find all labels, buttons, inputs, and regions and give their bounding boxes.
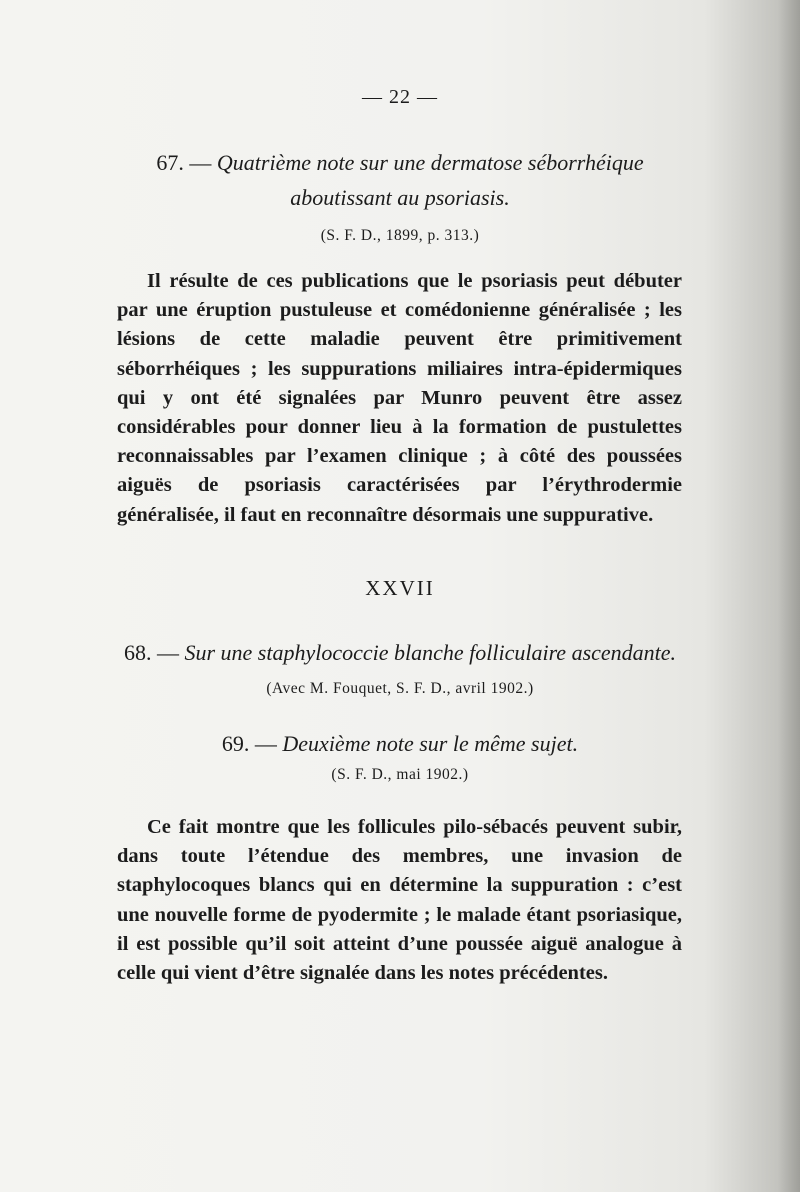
entry-68-dash: — — [156, 640, 179, 665]
entry-67-source: (S. F. D., 1899, p. 313.) — [320, 227, 480, 244]
entry-67-number: 67. — [156, 150, 184, 175]
entry-68-title: Sur une staphylococcie blanche folliculaire ascendante. — [184, 640, 677, 665]
section-heading: XXVII — [365, 576, 435, 600]
paragraph-psoriasis-text: Il résulte de ces publications que le psoriasis peut débuter par une éruption pustuleuse et comédonienne généralisée ; les lésions de cette maladie peuvent être primitivement séborrhéiques ; les suppurations miliaires intra-épidermiques qui y ont été signalées par Munro peuvent être assez considérables pour donner lieu à la formation de pustulettes reconnaissables par l’examen clinique ; à côté des poussées aiguës de psoriasis caractérisées par l’érythrodermie généralisée, il faut en reconnaître désormais une suppurative. — [117, 270, 682, 526]
entry-68-number: 68. — [123, 640, 152, 665]
entry-68-source: (Avec M. Fouquet, S. F. D., avril 1902.) — [266, 680, 534, 697]
entry-68-title-line — [0, 636, 800, 670]
page-number: — 22 — — [362, 86, 438, 108]
entry-67-title: Quatrième note sur une dermatose séborrhéique — [216, 150, 644, 175]
paragraph-staphylocoques — [117, 813, 682, 988]
entry-69-source: (S. F. D., mai 1902.) — [331, 766, 469, 783]
paragraph-psoriasis — [117, 267, 682, 530]
paragraph-staphylocoques-text: Ce fait montre que les follicules pilo-sébacés peuvent subir, dans toute l’étendue des membres, une invasion de staphylocoques blancs qui en détermine la suppuration : c’est une nouvelle forme de pyodermite ; le malade étant psoriasique, il est possible qu’il soit atteint d’une poussée aiguë analogue à celle qui vient d’être signalée dans les notes précédentes. — [117, 816, 682, 985]
entry-69-number: 69. — [221, 731, 250, 756]
entry-69-title: Deuxième note sur le même sujet. — [282, 731, 579, 756]
entry-69-title-line — [0, 727, 800, 761]
entry-67-title-line1 — [0, 146, 800, 180]
entry-69-dash: — — [254, 731, 277, 756]
entry-67-dash: — — [189, 150, 212, 175]
entry-67-title-line2: aboutissant au psoriasis. — [290, 185, 510, 210]
